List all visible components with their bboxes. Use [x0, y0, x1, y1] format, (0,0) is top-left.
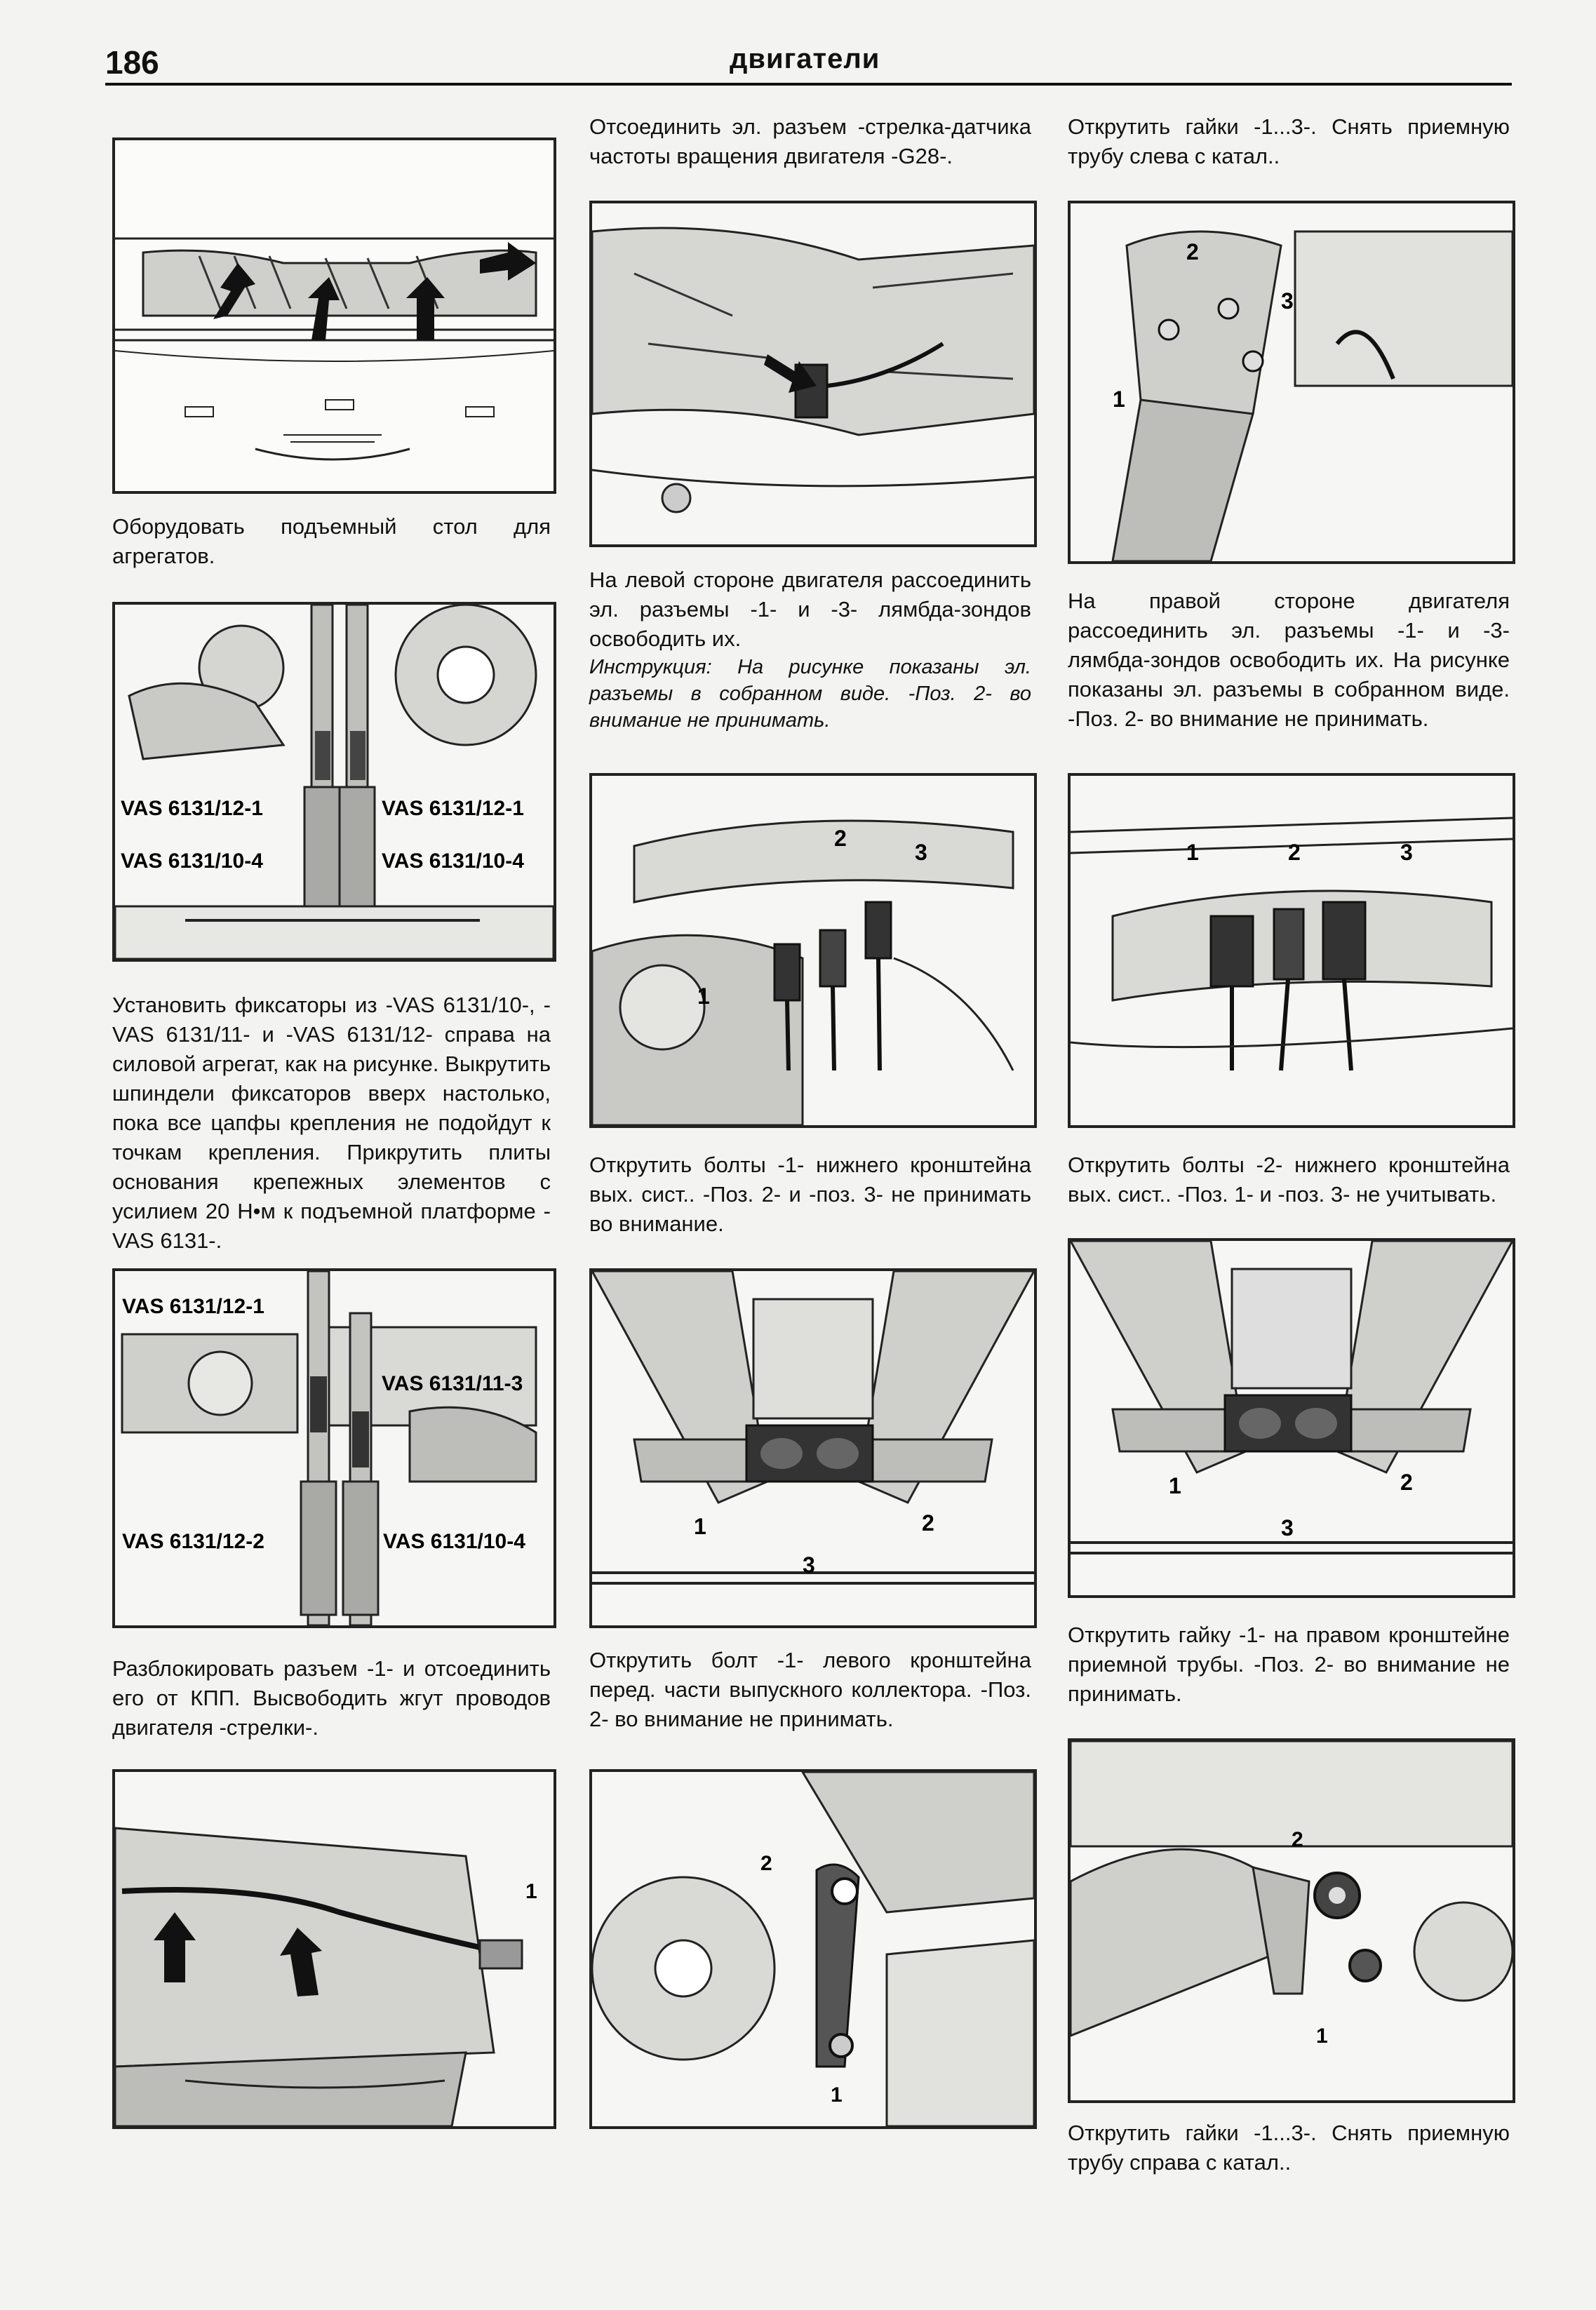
caption-1: Оборудовать подъемный стол для агрегатов. — [112, 514, 551, 568]
figure-right-lambda-connectors — [1068, 773, 1515, 1128]
figure-right-downpipe-bracket — [1068, 1738, 1515, 2103]
label-2: 2 — [1288, 840, 1301, 865]
label-2: 2 — [834, 826, 847, 851]
caption-11: Открутить гайку -1- на правом кронштейне приемной трубы. -Поз. 2- во внимание не принимать. — [1068, 1623, 1510, 1706]
label-2: 2 — [1186, 239, 1199, 264]
right-lambda-illustration — [1071, 776, 1513, 1125]
figure-left-lower-bracket — [589, 1268, 1037, 1628]
caption-12: Открутить гайки -1...3-. Снять приемную трубу справа с катал.. — [1068, 2121, 1510, 2175]
caption-4: Отсоединить эл. разъем -стрелка-датчика частоты вращения двигателя -G28-. — [589, 114, 1031, 168]
caption-6: Открутить болты -1- нижнего кронштейна вых. сист.. -Поз. 2- и -поз. 3- не принимать во внимание. — [589, 1153, 1031, 1236]
label-1: 1 — [694, 1514, 706, 1539]
figure-underbody-lift — [112, 137, 556, 494]
label-3: 3 — [1281, 288, 1294, 314]
label-vas-6131-10-4: VAS 6131/10-4 — [383, 1530, 525, 1553]
caption-5-note: Инструкция: На рисунке показаны эл. разъемы в собранном виде. -Поз. 2- во внимание не принимать. — [589, 656, 1031, 732]
figure-g28-sensor — [589, 201, 1037, 547]
left-lambda-illustration — [592, 776, 1034, 1125]
left-manifold-illustration — [592, 1772, 1034, 2126]
label-1: 1 — [1113, 387, 1125, 412]
label-2: 2 — [760, 1852, 772, 1875]
label-vas-6131-12-1-right: VAS 6131/12-1 — [382, 797, 524, 820]
header-rule — [105, 83, 1512, 86]
label-vas-6131-11-3: VAS 6131/11-3 — [382, 1372, 523, 1395]
label-1: 1 — [1186, 840, 1199, 865]
label-1: 1 — [525, 1880, 537, 1903]
caption-7: Открутить болт -1- левого кронштейна перед. части выпускного коллектора. -Поз. 2- во внимание не принимать. — [589, 1648, 1031, 1731]
label-3: 3 — [1281, 1515, 1294, 1540]
label-vas-6131-10-4-left: VAS 6131/10-4 — [121, 850, 263, 873]
caption-2: Установить фиксаторы из -VAS 6131/10-, -VAS 6131/11- и -VAS 6131/12- справа на силовой агрегат, как на рисунке. Выкрутить шпиндели фиксаторов вверх настолько, пока все цапфы крепления не подойдут к точкам крепления. Прикрутить плиты основания крепежных элементов с усилием 20 Н•м к подъемной платформе -VAS 6131-. — [112, 993, 551, 1253]
label-1: 1 — [697, 983, 710, 1009]
label-3: 3 — [1400, 840, 1413, 865]
left-downpipe-illustration — [1071, 203, 1513, 561]
label-3: 3 — [915, 840, 927, 865]
label-1: 1 — [1169, 1473, 1181, 1498]
figure-vas-fixtures-gearbox — [112, 1268, 556, 1628]
caption-9: На правой стороне двигателя рассоединить эл. разъемы -1- и -3- лямбда-зондов освободить их. На рисунке показаны эл. разъемы в собранном виде. -Поз. 2- во внимание не принимать. — [1068, 589, 1510, 731]
label-vas-6131-12-1: VAS 6131/12-1 — [122, 1295, 264, 1318]
label-2: 2 — [1292, 1828, 1303, 1851]
caption-3: Разблокировать разъем -1- и отсоединить его от КПП. Высвободить жгут проводов двигателя -стрелки-. — [112, 1656, 551, 1740]
caption-5-main: На левой стороне двигателя рассоединить эл. разъемы -1- и -3- лямбда-зондов освободить их. — [589, 568, 1031, 651]
underbody-illustration — [115, 140, 554, 491]
gearbox-connector-illustration — [115, 1772, 554, 2126]
right-downpipe-illustration — [1071, 1741, 1513, 2100]
label-vas-6131-12-1-left: VAS 6131/12-1 — [121, 797, 263, 820]
right-bracket-illustration — [1071, 1241, 1513, 1595]
g28-sensor-illustration — [592, 203, 1034, 544]
figure-left-manifold-bracket — [589, 1769, 1037, 2129]
label-1: 1 — [831, 2083, 843, 2107]
page-number: 186 — [105, 44, 159, 81]
label-1: 1 — [1316, 2024, 1328, 2048]
caption-10: Открутить болты -2- нижнего кронштейна вых. сист.. -Поз. 1- и -поз. 3- не учитывать. — [1068, 1153, 1510, 1207]
gearbox-fixtures-illustration — [115, 1271, 554, 1625]
label-vas-6131-10-4-right: VAS 6131/10-4 — [382, 850, 524, 873]
figure-gearbox-connector — [112, 1769, 556, 2129]
label-3: 3 — [803, 1552, 815, 1578]
figure-left-downpipe — [1068, 201, 1515, 564]
section-title: двигатели — [730, 43, 880, 74]
caption-8: Открутить гайки -1...3-. Снять приемную трубу слева с катал.. — [1068, 114, 1510, 168]
left-bracket-illustration — [592, 1271, 1034, 1625]
fixtures-illustration — [115, 605, 554, 959]
figure-right-lower-bracket — [1068, 1238, 1515, 1598]
figure-left-lambda-connectors — [589, 773, 1037, 1128]
figure-vas-fixtures-right — [112, 602, 556, 962]
caption-5 — [589, 565, 1031, 734]
label-2: 2 — [1400, 1470, 1413, 1495]
label-vas-6131-12-2: VAS 6131/12-2 — [122, 1530, 264, 1553]
label-2: 2 — [922, 1510, 934, 1536]
